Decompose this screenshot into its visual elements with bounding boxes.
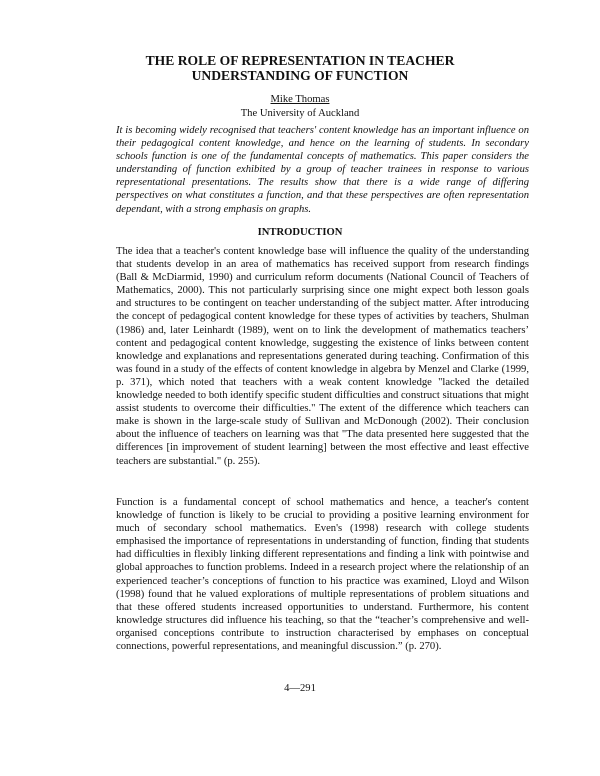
author-affiliation: The University of Auckland (240, 108, 360, 119)
section-heading: INTRODUCTION (257, 227, 343, 238)
title-line-2: UNDERSTANDING OF FUNCTION (191, 68, 409, 83)
paper-title (60, 53, 540, 83)
body-paragraph-1: The idea that a teacher's content knowledge base will influence the quality of the understanding that students develop in an area of mathematics has received support from research findings (Ball & McDiarmid, 1990) and curriculum reform documents (National Council of Teachers of Mathematics, 2000). This not particularly surprising since one might expect both lesson goals and structures to be contingent on teacher understanding of the subject matter. After introducing the concept of pedagogical content knowledge for these types of activities by teachers, Shulman (1986) and, later Leinhardt (1989), went on to link the development of mathematics teachers’ content and pedagogical content knowledge, suggesting the existence of links between content knowledge and explanations and representations generated during teaching. Confirmation of this was found in a study of the effects of content knowledge in algebra by Menzel and Clarke (1999, p. 371), which noted that teachers with a weak content knowledge "lacked the detailed knowledge needed to both identify specific student difficulties and construct situations that might assist students to overcome their difficulties." The extent of the difference which teachers can make is shown in the large-scale study of Sullivan and McDonough (2002). Their conclusion about the influence of teachers on learning was that "The data presented here suggested that the differences [in improvement of student learning] between the most effective and least effective teachers are substantial." (p. 255). (116, 246, 529, 467)
abstract: It is becoming widely recognised that teachers' content knowledge has an important influence on their pedagogical content knowledge, and hence on the learning of students. In secondary schools function is one of the fundamental concepts of mathematics. This paper considers the understanding of function exhibited by a group of teacher trainees in response to various representational presentations. The results show that there is a wide range of differing perspectives on what constitutes a function, and that these perspectives are often representation dependant, with a strong emphasis on graphs. (116, 125, 529, 215)
title-line-1: THE ROLE OF REPRESENTATION IN TEACHER (145, 53, 455, 68)
author-name[interactable]: Mike Thomas (270, 94, 330, 105)
body-paragraph-2: Function is a fundamental concept of school mathematics and hence, a teacher's content knowledge of function is likely to be crucial to providing a positive learning environment for much of secondary school mathematics. Even's (1998) research with college students emphasised the importance of representations in understanding of function, finding that students had difficulties in flexibly linking different representations and finding a link with pointwise and global approaches to function problems. Indeed in a research project where the relationship of an experienced teacher’s conceptions of function to his practice was examined, Lloyd and Wilson (1998) found that he valued explorations of multiple representations of problem situations and that these offered students increased opportunities to understand. Furthermore, his content knowledge structures did influence his teaching, so that the “teacher’s comprehensive and well-organised conceptions contribute to instruction characterised by emphases on conceptual connections, powerful representations, and meaningful discussion.” (p. 270). (116, 497, 529, 653)
page-number: 4—291 (284, 683, 316, 694)
